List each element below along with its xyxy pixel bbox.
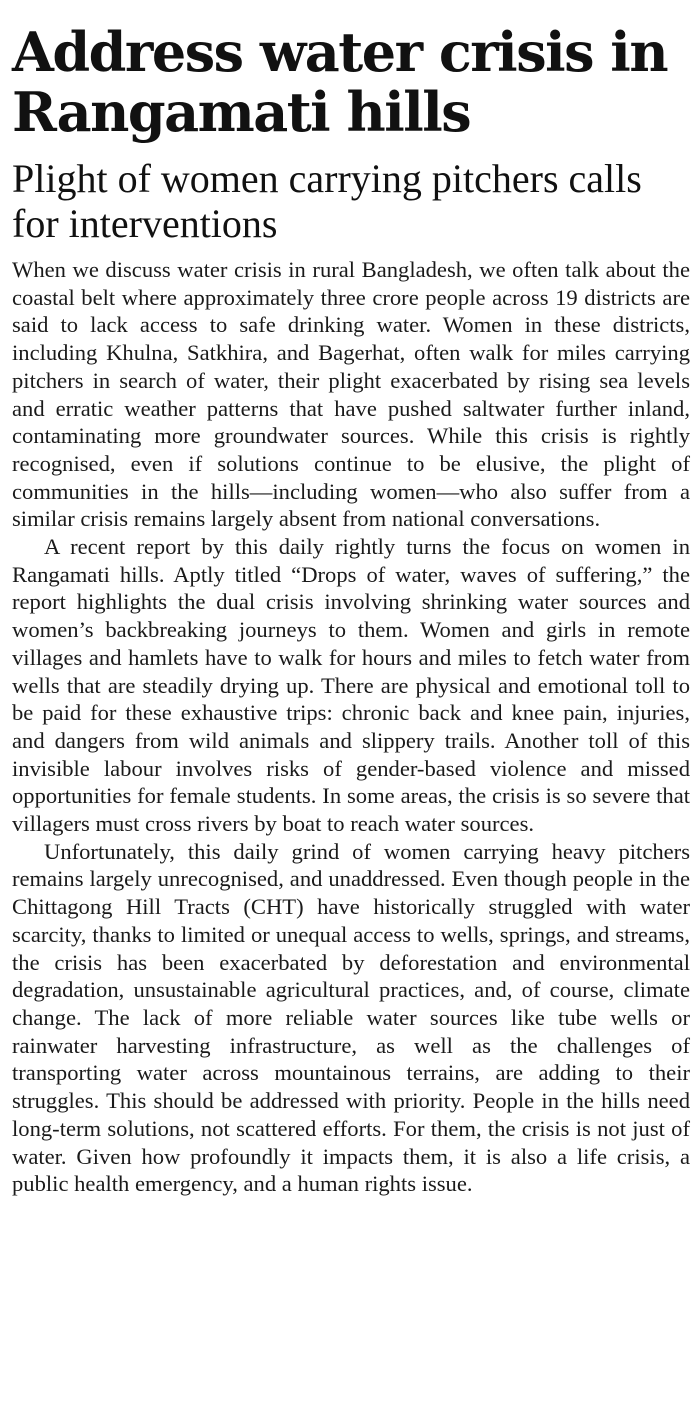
subheadline: Plight of women carrying pitchers calls for interventions [12, 156, 642, 246]
paragraph-3: Unfortunately, this daily grind of women carrying heavy pitchers remains largely unrecognised, and unaddressed. Even though people in the Chittagong Hill Tracts (CHT) have historically struggled with water scarcity, thanks to limited or unequal access to wells, springs, and streams, the crisis has been exacerbated by deforestation and environmental degradation, unsustainable agricultural practices, and, of course, climate change. The lack of more reliable water sources like tube wells or rainwater harvesting infrastructure, as well as the challenges of transporting water across mountainous terrains, are adding to their struggles. This should be addressed with priority. People in the hills need long-term solutions, not scattered efforts. For them, the crisis is not just of water. Given how profoundly it impacts them, it is also a life crisis, a public health emergency, and a human rights issue. [12, 838, 690, 1197]
headline: Address water crisis in Rangamati hills [12, 20, 668, 144]
paragraph-2: A recent report by this daily rightly turns the focus on women in Rangamati hills. Aptly titled “Drops of water, waves of suffering,” the report highlights the dual crisis involving shrinking water sources and women’s backbreaking journeys to them. Women and girls in remote villages and hamlets have to walk for hours and miles to fetch water from wells that are steadily drying up. There are physical and emotional toll to be paid for these exhaustive trips: chronic back and knee pain, injuries, and dangers from wild animals and slippery trails. Another toll of this invisible labour involves risks of gender-based violence and missed opportunities for female students. In some areas, the crisis is so severe that villagers must cross rivers by boat to reach water sources. [12, 534, 690, 837]
article-body [12, 256, 690, 1198]
editorial-article [12, 22, 690, 1198]
paragraph-1: When we discuss water crisis in rural Bangladesh, we often talk about the coastal belt where approximately three crore people across 19 districts are said to lack access to safe drinking water. Women in these districts, including Khulna, Satkhira, and Bagerhat, often walk for miles carrying pitchers in search of water, their plight exacerbated by rising sea levels and erratic weather patterns that have pushed saltwater further inland, contaminating more groundwater sources. While this crisis is rightly recognised, even if solutions continue to be elusive, the plight of communities in the hills—including women—who also suffer from a similar crisis remains largely absent from national conversations. [12, 257, 690, 532]
